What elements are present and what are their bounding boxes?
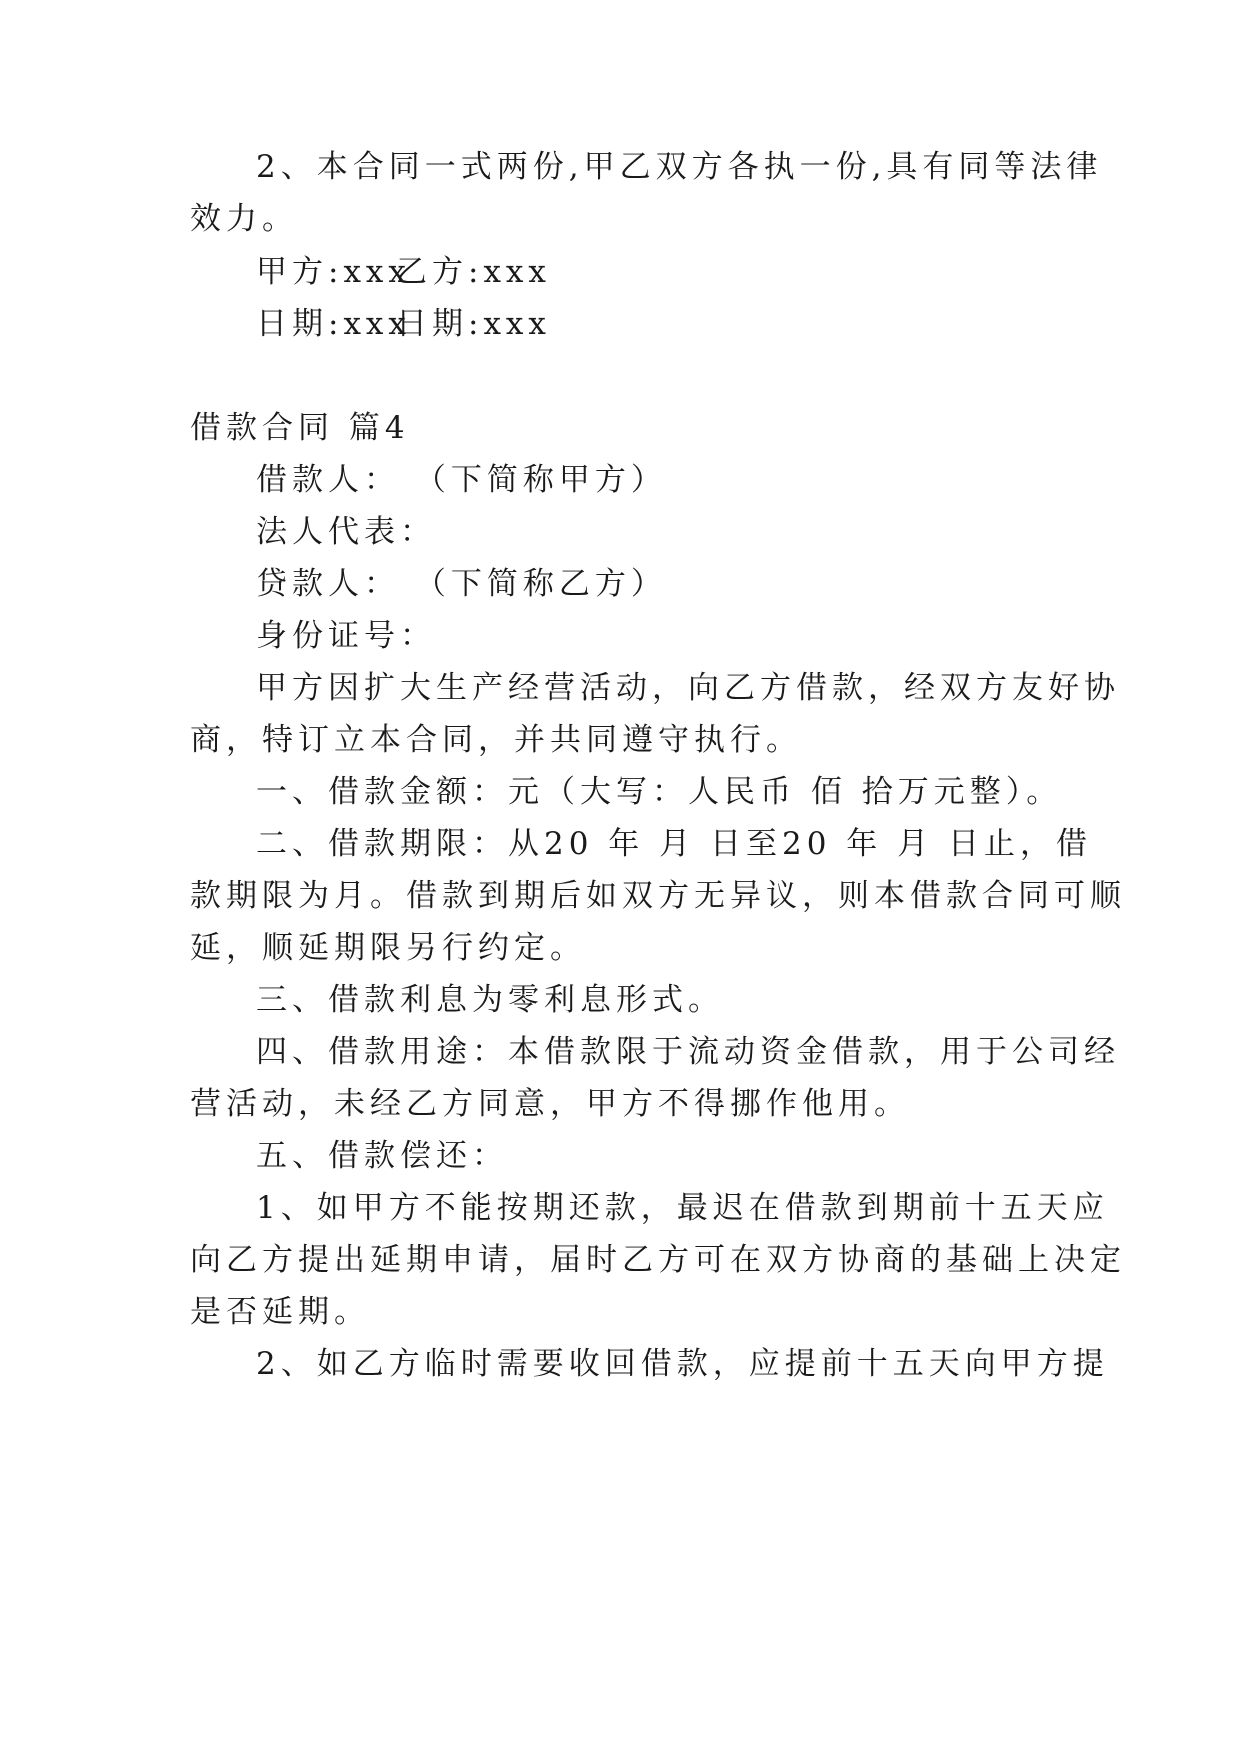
item-1-amount: 一、借款金额：元（大写：人民币 佰 拾万元整）。 xyxy=(256,774,1063,810)
lender-line: 贷款人： （下简称乙方） xyxy=(256,566,667,602)
legal-rep-line: 法人代表： xyxy=(256,514,436,550)
item-2-line-1: 二、借款期限：从20 年 月 日至20 年 月 日止，借 xyxy=(256,826,1093,862)
party-b-date: 日期:xxx xyxy=(396,306,551,342)
item-5-1-line-2: 向乙方提出延期申请，届时乙方可在双方协商的基础上决定 xyxy=(190,1242,1126,1278)
item-2-line-2: 款期限为月。借款到期后如双方无异议，则本借款合同可顺 xyxy=(190,878,1126,914)
item-4-line-1: 四、借款用途：本借款限于流动资金借款，用于公司经 xyxy=(256,1034,1120,1070)
item-5-2-line-1: 2、如乙方临时需要收回借款，应提前十五天向甲方提 xyxy=(256,1346,1109,1382)
section-title: 借款合同 篇4 xyxy=(190,410,410,446)
clause-2-line-2: 效力。 xyxy=(190,201,298,237)
item-2-line-3: 延，顺延期限另行约定。 xyxy=(190,930,586,966)
intro-line-2: 商，特订立本合同，并共同遵守执行。 xyxy=(190,722,802,758)
item-5-heading: 五、借款偿还： xyxy=(256,1138,508,1174)
item-4-line-2: 营活动，未经乙方同意，甲方不得挪作他用。 xyxy=(190,1086,910,1122)
party-a-date: 日期:xxx xyxy=(256,306,411,342)
party-a-signature: 甲方:xxx xyxy=(256,254,411,290)
clause-2-line-1: 2、本合同一式两份,甲乙双方各执一份,具有同等法律 xyxy=(256,149,1103,185)
item-5-1-line-1: 1、如甲方不能按期还款，最迟在借款到期前十五天应 xyxy=(256,1190,1109,1226)
borrower-line: 借款人： （下简称甲方） xyxy=(256,462,667,498)
item-3-interest: 三、借款利息为零利息形式。 xyxy=(256,982,724,1018)
intro-line-1: 甲方因扩大生产经营活动，向乙方借款，经双方友好协 xyxy=(256,670,1120,706)
id-number-line: 身份证号： xyxy=(256,618,436,654)
item-5-1-line-3: 是否延期。 xyxy=(190,1294,370,1330)
party-b-signature: 乙方:xxx xyxy=(396,254,551,290)
